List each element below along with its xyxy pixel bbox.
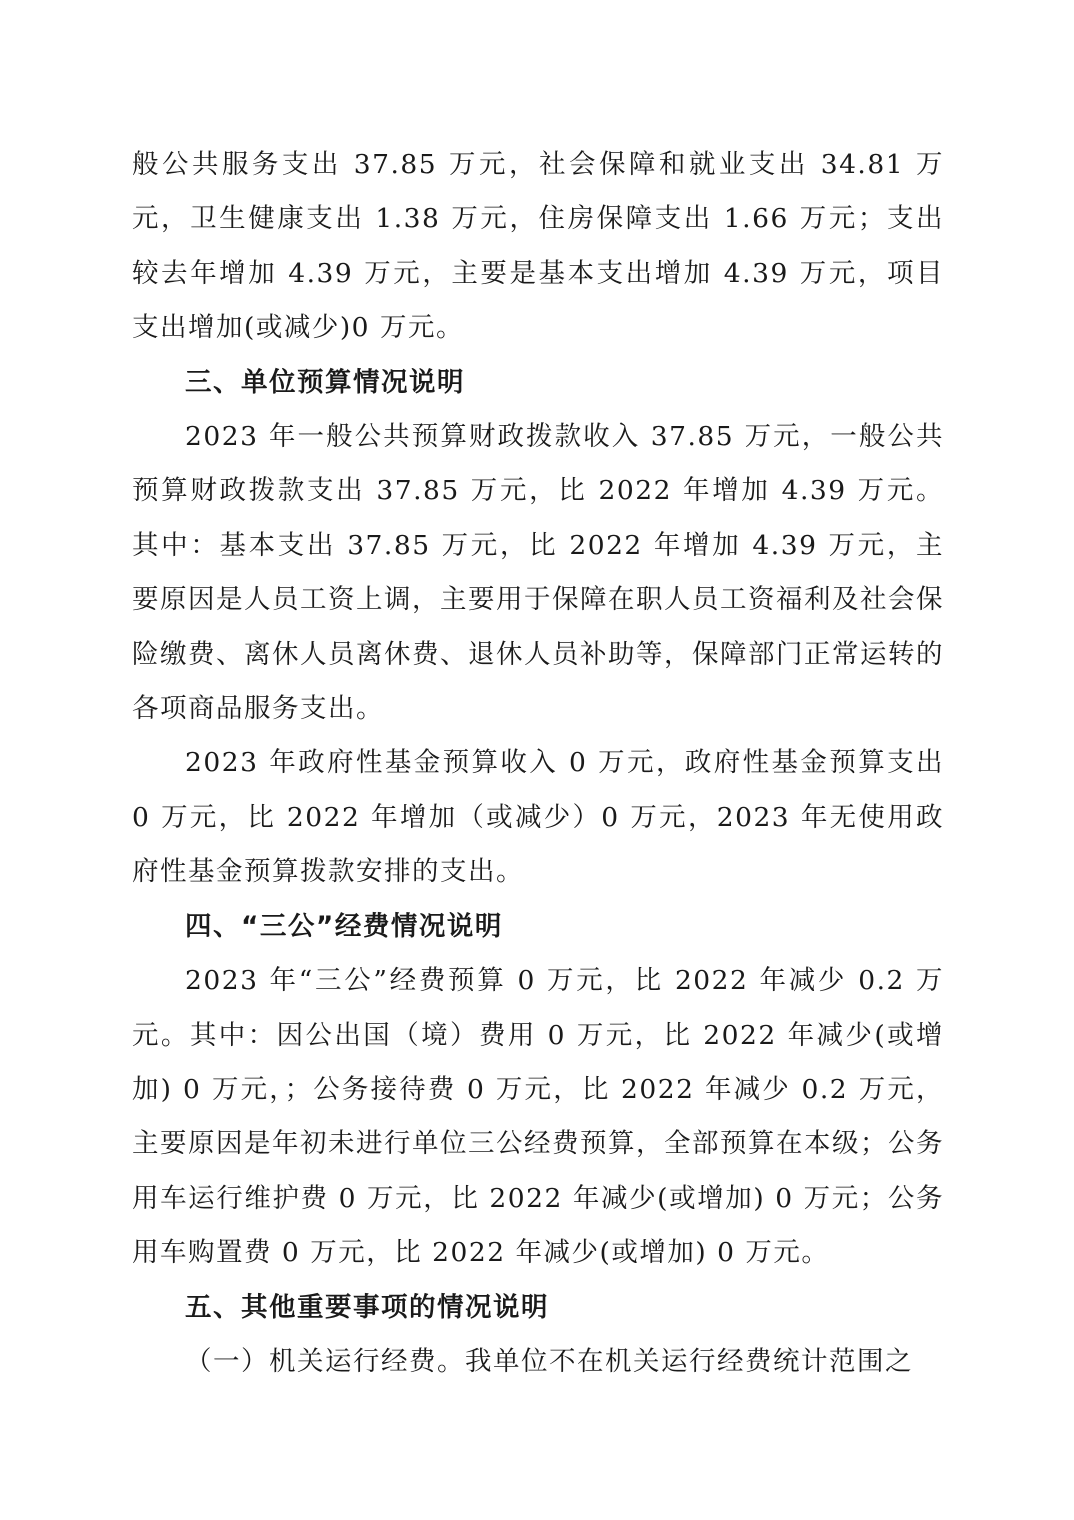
paragraph-operating-expenses: （一）机关运行经费。我单位不在机关运行经费统计范围之 — [185, 1345, 913, 1377]
paragraph-expenditure-summary: 般公共服务支出 37.85 万元，社会保障和就业支出 34.81 万元，卫生健康支出 1.38 万元，住房保障支出 1.66 万元；支出较去年增加 4.39 万元，主要是基本支出增加 4.39 万元，项目支出增加(或减少)0 万元。 — [132, 149, 944, 344]
document-body — [132, 138, 944, 1389]
section-heading-three-public: 四、“三公”经费情况说明 — [185, 910, 503, 942]
paragraph-government-fund: 2023 年政府性基金预算收入 0 万元，政府性基金预算支出 0 万元，比 2022 年增加（或减少）0 万元，2023 年无使用政府性基金预算拨款安排的支出。 — [132, 747, 944, 888]
paragraph-general-budget: 2023 年一般公共预算财政拨款收入 37.85 万元，一般公共预算财政拨款支出 37.85 万元，比 2022 年增加 4.39 万元。其中：基本支出 37.85 万元，比 2022 年增加 4.39 万元，主要原因是人员工资上调，主要用于保障在职人员工资福利及社会保险缴费、离休人员离休费、退休人员补助等，保障部门正常运转的各项商品服务支出。 — [132, 421, 944, 725]
paragraph-three-public-expenses: 2023 年“三公”经费预算 0 万元，比 2022 年减少 0.2 万元。其中：因公出国（境）费用 0 万元，比 2022 年减少(或增加) 0 万元，；公务接待费 0 万元，比 2022 年减少 0.2 万元，主要原因是年初未进行单位三公经费预算，全部预算在本级；公务用车运行维护费 0 万元，比 2022 年减少(或增加) 0 万元；公务用车购置费 0 万元，比 2022 年减少(或增加) 0 万元。 — [132, 965, 944, 1269]
section-heading-unit-budget: 三、单位预算情况说明 — [185, 366, 465, 398]
section-heading-other-matters: 五、其他重要事项的情况说明 — [185, 1291, 549, 1323]
